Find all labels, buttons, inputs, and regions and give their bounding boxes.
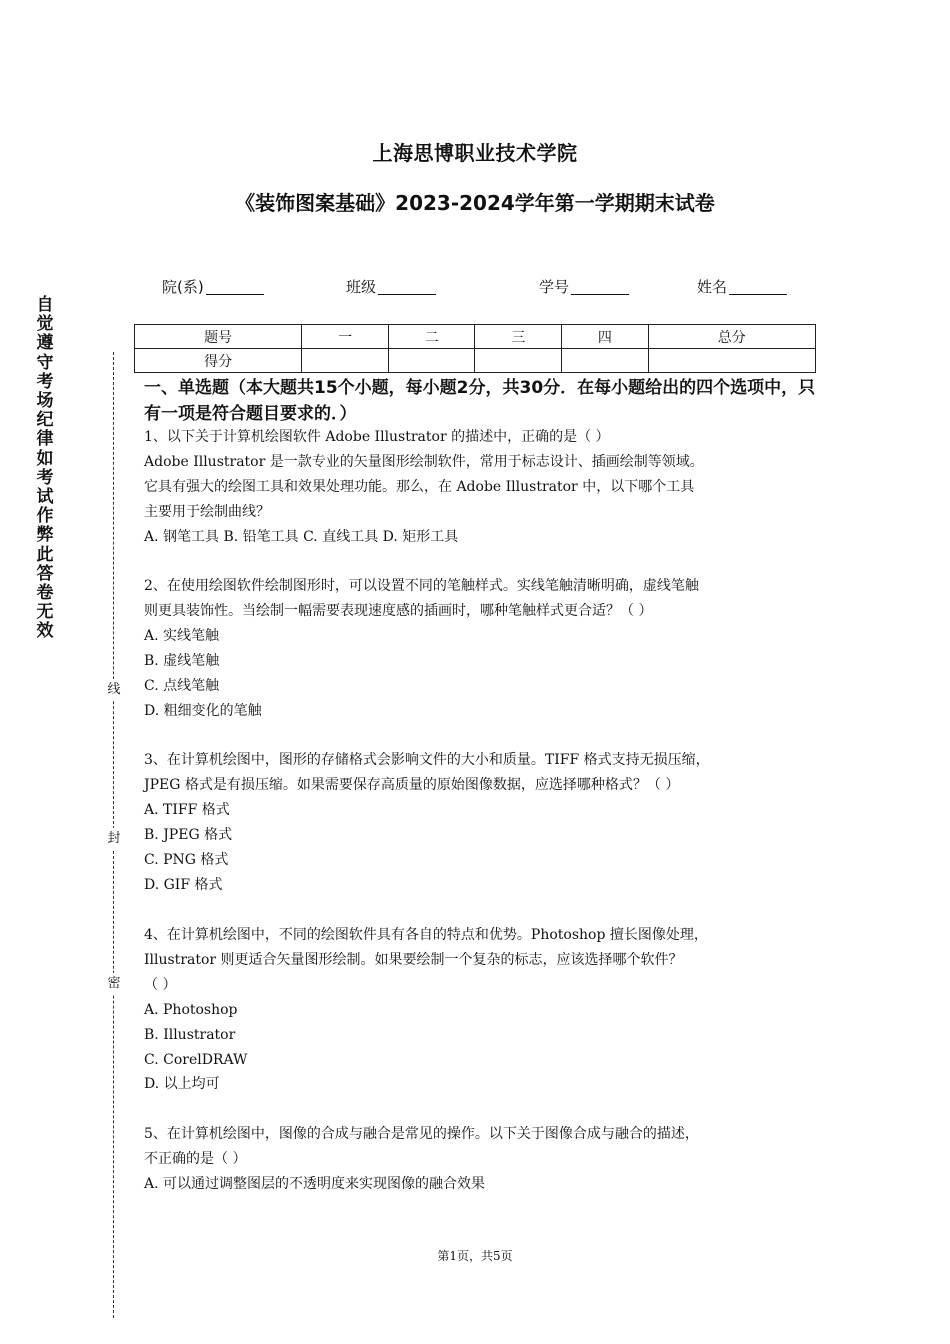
text-line: 4、在计算机绘图中，不同的绘图软件具有各自的特点和优势。Photoshop 擅长图像处理，: [144, 927, 708, 943]
name-label: 姓名: [697, 278, 728, 296]
text-line: 1、以下关于计算机绘图软件 Adobe Illustrator 的描述中，正确的是（ ）: [144, 429, 610, 445]
text-line: A. 可以通过调整图层的不透明度来实现图像的融合效果: [144, 1176, 486, 1192]
text-line: B. JPEG 格式: [144, 827, 233, 843]
score-cell: 题号: [135, 325, 302, 349]
text-line: C. PNG 格式: [144, 852, 229, 868]
text-line: B. Illustrator: [144, 1027, 236, 1043]
score-table-header-row: [135, 325, 816, 349]
text-line: D. GIF 格式: [144, 877, 223, 893]
text-line: A. 钢笔工具 B. 铅笔工具 C. 直线工具 D. 矩形工具: [144, 529, 459, 545]
text-line: JPEG 格式是有损压缩。如果需要保存高质量的原始图像数据，应选择哪种格式？（ ）: [144, 777, 680, 793]
score-table-score-row: [135, 349, 816, 373]
text-line: 则更具装饰性。当绘制一幅需要表现速度感的插画时，哪种笔触样式更合适？（ ）: [144, 603, 653, 619]
score-cell: [562, 349, 649, 373]
school-name: 上海思博职业技术学院: [372, 141, 578, 165]
page-footer: 第1页，共5页: [437, 1249, 513, 1263]
score-cell: [302, 349, 389, 373]
score-cell: 总分: [648, 325, 815, 349]
class-blank: [378, 279, 436, 295]
score-cell: 三: [475, 325, 562, 349]
text-line: Adobe Illustrator 是一款专业的矢量图形绘制软件，常用于标志设计、插画绘制等领域。: [144, 454, 704, 470]
text-line: 5、在计算机绘图中，图像的合成与融合是常见的操作。以下关于图像合成与融合的描述，: [144, 1126, 699, 1142]
dept-label: 院(系): [162, 278, 204, 296]
exam-title: 《装饰图案基础》2023-2024学年第一学期期末试卷: [235, 191, 715, 215]
binding-mark-feng: 封: [104, 828, 124, 850]
score-cell: [388, 349, 475, 373]
text-line: B. 虚线笔触: [144, 653, 220, 669]
name-field: [697, 276, 787, 297]
score-cell: 一: [302, 325, 389, 349]
text-line: （ ）: [144, 977, 177, 993]
text-line: 3、在计算机绘图中，图形的存储格式会影响文件的大小和质量。TIFF 格式支持无损压缩，: [144, 752, 710, 768]
class-field: [346, 276, 436, 297]
name-blank: [729, 279, 787, 295]
text-line: 主要用于绘制曲线？: [144, 504, 270, 520]
text-line: A. 实线笔触: [144, 628, 220, 644]
score-cell: 得分: [135, 349, 302, 373]
score-table: [134, 324, 816, 373]
score-cell: [648, 349, 815, 373]
class-label: 班级: [346, 278, 377, 296]
dept-field: [162, 276, 264, 297]
score-cell: 二: [388, 325, 475, 349]
text-line: A. TIFF 格式: [144, 802, 230, 818]
student-id-field: [539, 276, 629, 297]
section-heading: 一、单选题（本大题共15个小题，每小题2分，共30分．在每小题给出的四个选项中，只有一项是符合题目要求的．）: [144, 378, 816, 424]
text-line: C. CorelDRAW: [144, 1052, 248, 1068]
text-line: Illustrator 则更适合矢量图形绘制。如果要绘制一个复杂的标志，应该选择哪个软件？: [144, 952, 683, 968]
text-line: 它具有强大的绘图工具和效果处理功能。那么，在 Adobe Illustrator 中，以下哪个工具: [144, 479, 695, 495]
dept-blank: [206, 279, 264, 295]
student-id-label: 学号: [539, 278, 570, 296]
score-cell: [475, 349, 562, 373]
text-line: 2、在使用绘图软件绘制图形时，可以设置不同的笔触样式。实线笔触清晰明确，虚线笔触: [144, 578, 699, 594]
text-line: A. Photoshop: [144, 1002, 238, 1018]
text-line: D. 以上均可: [144, 1076, 220, 1092]
text-line: C. 点线笔触: [144, 678, 220, 694]
binding-mark-xian: 线: [104, 679, 124, 701]
text-line: 不正确的是（ ）: [144, 1151, 247, 1167]
binding-notice: 自觉遵守考场纪律如考试作弊此答卷无效: [36, 295, 54, 642]
binding-mark-mi: 密: [104, 973, 124, 995]
student-id-blank: [571, 279, 629, 295]
text-line: D. 粗细变化的笔触: [144, 703, 262, 719]
score-cell: 四: [562, 325, 649, 349]
